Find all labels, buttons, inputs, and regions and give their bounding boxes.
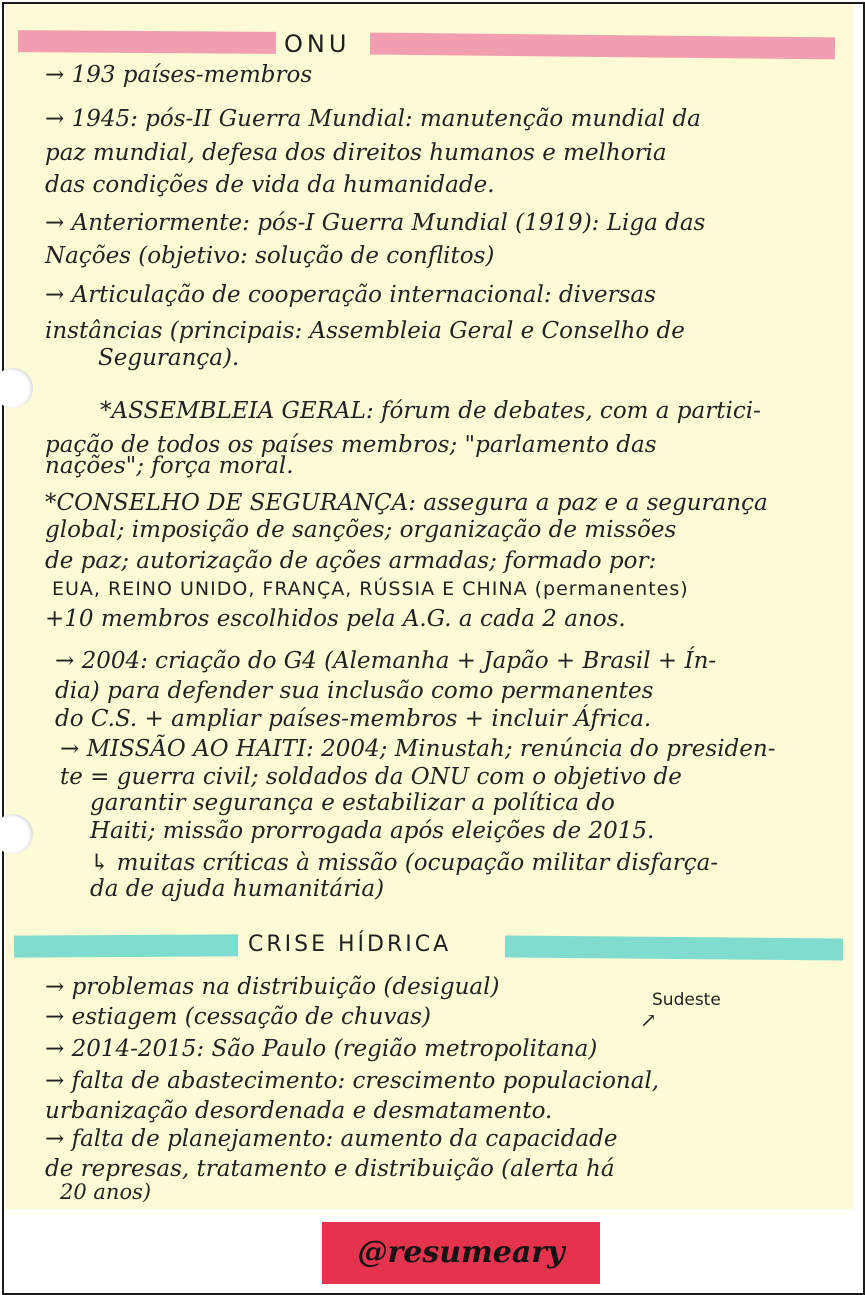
crise-highlight-left <box>14 934 238 957</box>
haiti-line-6: da de ajuda humanitária) <box>90 876 385 902</box>
crise-annotation: Sudeste <box>652 990 721 1010</box>
binder-hole-top <box>0 368 33 408</box>
binder-hole-bottom <box>0 814 33 854</box>
conselho-line-4: EUA, REINO UNIDO, FRANÇA, RÚSSIA E CHINA (permanentes) <box>52 578 689 600</box>
crise-line-planejamento-cont-2: 20 anos) <box>60 1180 152 1204</box>
onu-line-1945: → 1945: pós-II Guerra Mundial: manutenção mundial da <box>45 106 701 132</box>
crise-line-estiagem: → estiagem (cessação de chuvas) <box>45 1004 431 1030</box>
onu-line-articulacao: → Articulação de cooperação internacional: diversas <box>45 282 656 308</box>
crise-title: CRISE HÍDRICA <box>248 932 452 957</box>
crise-line-abastecimento: → falta de abastecimento: crescimento populacional, <box>45 1068 660 1094</box>
crise-line-planejamento: → falta de planejamento: aumento da capacidade <box>45 1126 618 1152</box>
onu-line-members: → 193 países-membros <box>45 62 313 88</box>
onu-highlight-left <box>18 30 276 54</box>
onu-line-1945-cont-1: paz mundial, defesa dos direitos humanos e melhoria <box>45 140 667 166</box>
g4-line-3: do C.S. + ampliar países-membros + incluir África. <box>55 706 652 732</box>
crise-line-abastecimento-cont: urbanização desordenada e desmatamento. <box>45 1098 553 1124</box>
onu-line-liga-cont: Nações (objetivo: solução de conflitos) <box>45 243 495 269</box>
haiti-line-2: te = guerra civil; soldados da ONU com o objetivo de <box>60 764 682 790</box>
onu-title: ONU <box>284 30 351 58</box>
assembleia-line-3: nações"; força moral. <box>45 453 294 479</box>
crise-line-distribuicao: → problemas na distribuição (desigual) <box>45 974 500 1000</box>
onu-line-articulacao-cont-1: instâncias (principais: Assembleia Geral e Conselho de <box>45 318 685 344</box>
crise-annotation-arrow: ↗ <box>640 1008 657 1032</box>
onu-line-liga: → Anteriormente: pós-I Guerra Mundial (1919): Liga das <box>45 210 706 236</box>
conselho-line-5: +10 membros escolhidos pela A.G. a cada 2 anos. <box>45 606 626 632</box>
haiti-line-5: ↳ muitas críticas à missão (ocupação militar disfarça- <box>90 850 719 876</box>
signature-badge <box>322 1222 600 1284</box>
conselho-line-2: global; imposição de sanções; organização de missões <box>45 517 677 543</box>
crise-line-planejamento-cont-1: de represas, tratamento e distribuição (alerta há <box>45 1156 615 1182</box>
assembleia-line-1: *ASSEMBLEIA GERAL: fórum de debates, com a partici- <box>100 398 761 424</box>
onu-line-articulacao-cont-2: Segurança). <box>98 345 240 371</box>
conselho-line-3: de paz; autorização de ações armadas; formado por: <box>45 548 657 574</box>
haiti-line-1: → MISSÃO AO HAITI: 2004; Minustah; renúncia do presiden- <box>60 736 776 762</box>
conselho-line-1: *CONSELHO DE SEGURANÇA: assegura a paz e a segurança <box>45 490 768 516</box>
haiti-line-4: Haiti; missão prorrogada após eleições de 2015. <box>90 818 655 844</box>
signature-text: @resumeary <box>357 1235 565 1270</box>
crise-line-sao-paulo: → 2014-2015: São Paulo (região metropolitana) <box>45 1036 598 1062</box>
assembleia-line-2: pação de todos os países membros; "parlamento das <box>45 432 657 458</box>
g4-line-2: dia) para defender sua inclusão como permanentes <box>55 678 654 704</box>
crise-highlight-right <box>505 936 843 961</box>
haiti-line-3: garantir segurança e estabilizar a política do <box>90 790 615 816</box>
onu-line-1945-cont-2: das condições de vida da humanidade. <box>45 172 495 198</box>
g4-line-1: → 2004: criação do G4 (Alemanha + Japão + Brasil + Ín- <box>55 648 717 674</box>
